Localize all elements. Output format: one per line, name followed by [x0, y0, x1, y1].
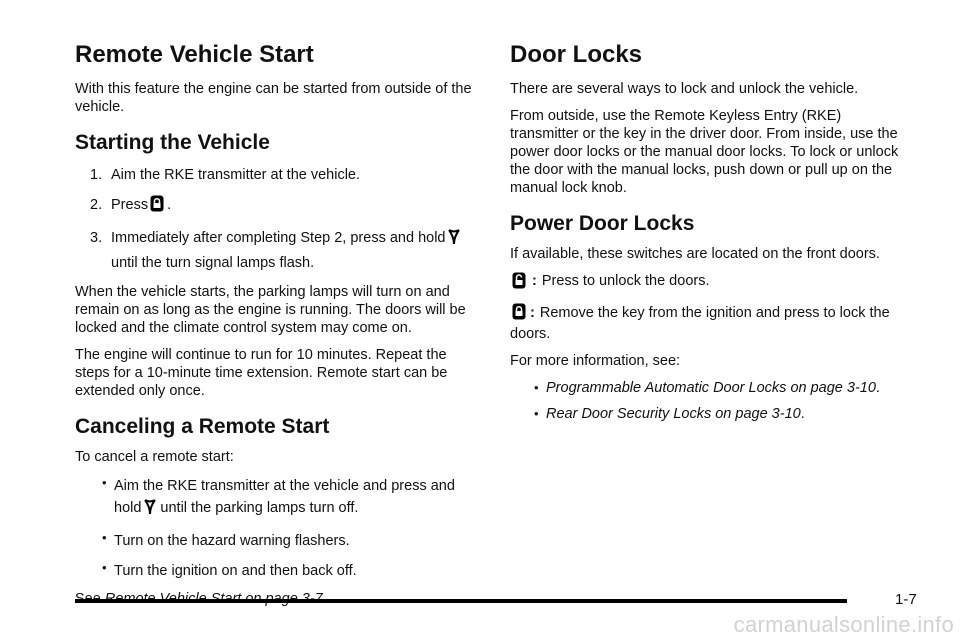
power-door-locks-intro: If available, these switches are located on the front doors.	[510, 246, 880, 262]
step-text-end: .	[167, 197, 172, 213]
step-number: 2.	[90, 197, 103, 213]
lock-switch-description	[510, 303, 910, 343]
page-number: 1-7	[895, 591, 917, 608]
lock-text: Remove the key from the ignition and press to lock the doors.	[510, 305, 890, 342]
left-column	[75, 40, 480, 617]
watermark: carmanualsonline.info	[733, 612, 954, 637]
more-information-label: For more information, see:	[510, 353, 681, 369]
lock-icon	[512, 303, 526, 325]
door-locks-paragraph: From outside, use the Remote Keyless Entry (RKE) transmitter or the key in the driver door. From inside, use the power door locks or the manual door locks. To lock or unlock the door with the manual locks, push down or pull up on the manual lock knob.	[510, 108, 899, 196]
step-text-end: until the turn signal lamps flash.	[111, 255, 315, 271]
heading-canceling-remote-start: Canceling a Remote Start	[75, 415, 330, 438]
step-text: Immediately after completing Step 2, press and hold	[111, 230, 446, 246]
bullet-text: Turn on the hazard warning flashers.	[114, 533, 350, 549]
unlock-switch-description	[510, 272, 910, 294]
section-title-door-locks: Door Locks	[510, 41, 643, 68]
unlock-icon	[512, 272, 526, 294]
lock-colon: :	[530, 305, 535, 321]
cross-reference-link[interactable]: Rear Door Security Locks on page 3-10	[546, 406, 801, 422]
list-item	[534, 379, 910, 397]
list-item	[90, 194, 480, 219]
list-item	[102, 560, 480, 582]
list-item	[102, 475, 480, 522]
reference-end: .	[800, 406, 805, 422]
bullet-icon: •	[102, 560, 107, 575]
step-text: Aim the RKE transmitter at the vehicle.	[111, 167, 361, 183]
list-item	[534, 405, 910, 423]
reference-list	[510, 379, 910, 423]
unlock-text: Press to unlock the doors.	[541, 273, 710, 289]
list-item	[102, 530, 480, 552]
starting-paragraph-1: When the vehicle starts, the parking lamps will turn on and remain on as long as the engine is running. The doors will be locked and the climate control system may come on.	[75, 284, 466, 336]
lock-icon	[150, 195, 164, 219]
intro-paragraph: With this feature the engine can be started from outside of the vehicle.	[75, 81, 472, 115]
unlock-colon: :	[532, 273, 537, 289]
bullet-text: Aim the RKE transmitter at the vehicle and press and hold	[114, 478, 455, 516]
cancel-intro: To cancel a remote start:	[75, 449, 234, 465]
step-number: 1.	[90, 167, 103, 183]
list-item	[90, 227, 480, 274]
cross-reference-link[interactable]: Programmable Automatic Door Locks on page 3-10	[546, 380, 876, 396]
remote-start-icon	[143, 498, 157, 522]
heading-power-door-locks: Power Door Locks	[510, 212, 695, 235]
bullet-icon: •	[534, 406, 539, 421]
reference-end: .	[875, 380, 880, 396]
bullet-icon: •	[102, 475, 107, 490]
list-item	[90, 164, 480, 186]
right-column	[510, 40, 910, 431]
starting-paragraph-2: The engine will continue to run for 10 minutes. Repeat the steps for a 10-minute time extension. Remote start can be extended only once.	[75, 347, 448, 399]
remote-start-icon	[447, 228, 461, 252]
bullet-text-end: until the parking lamps turn off.	[160, 500, 359, 516]
starting-steps-list	[75, 164, 480, 274]
bullet-icon: •	[534, 380, 539, 395]
bullet-text: Turn the ignition on and then back off.	[114, 563, 357, 579]
step-number: 3.	[90, 230, 103, 246]
door-locks-intro: There are several ways to lock and unlock the vehicle.	[510, 81, 859, 97]
footer-rule	[75, 599, 847, 603]
bullet-icon: •	[102, 530, 107, 545]
cancel-bullets-list	[75, 475, 480, 582]
section-title-remote-vehicle-start: Remote Vehicle Start	[75, 41, 314, 68]
step-text: Press	[111, 197, 149, 213]
heading-starting-the-vehicle: Starting the Vehicle	[75, 131, 270, 154]
